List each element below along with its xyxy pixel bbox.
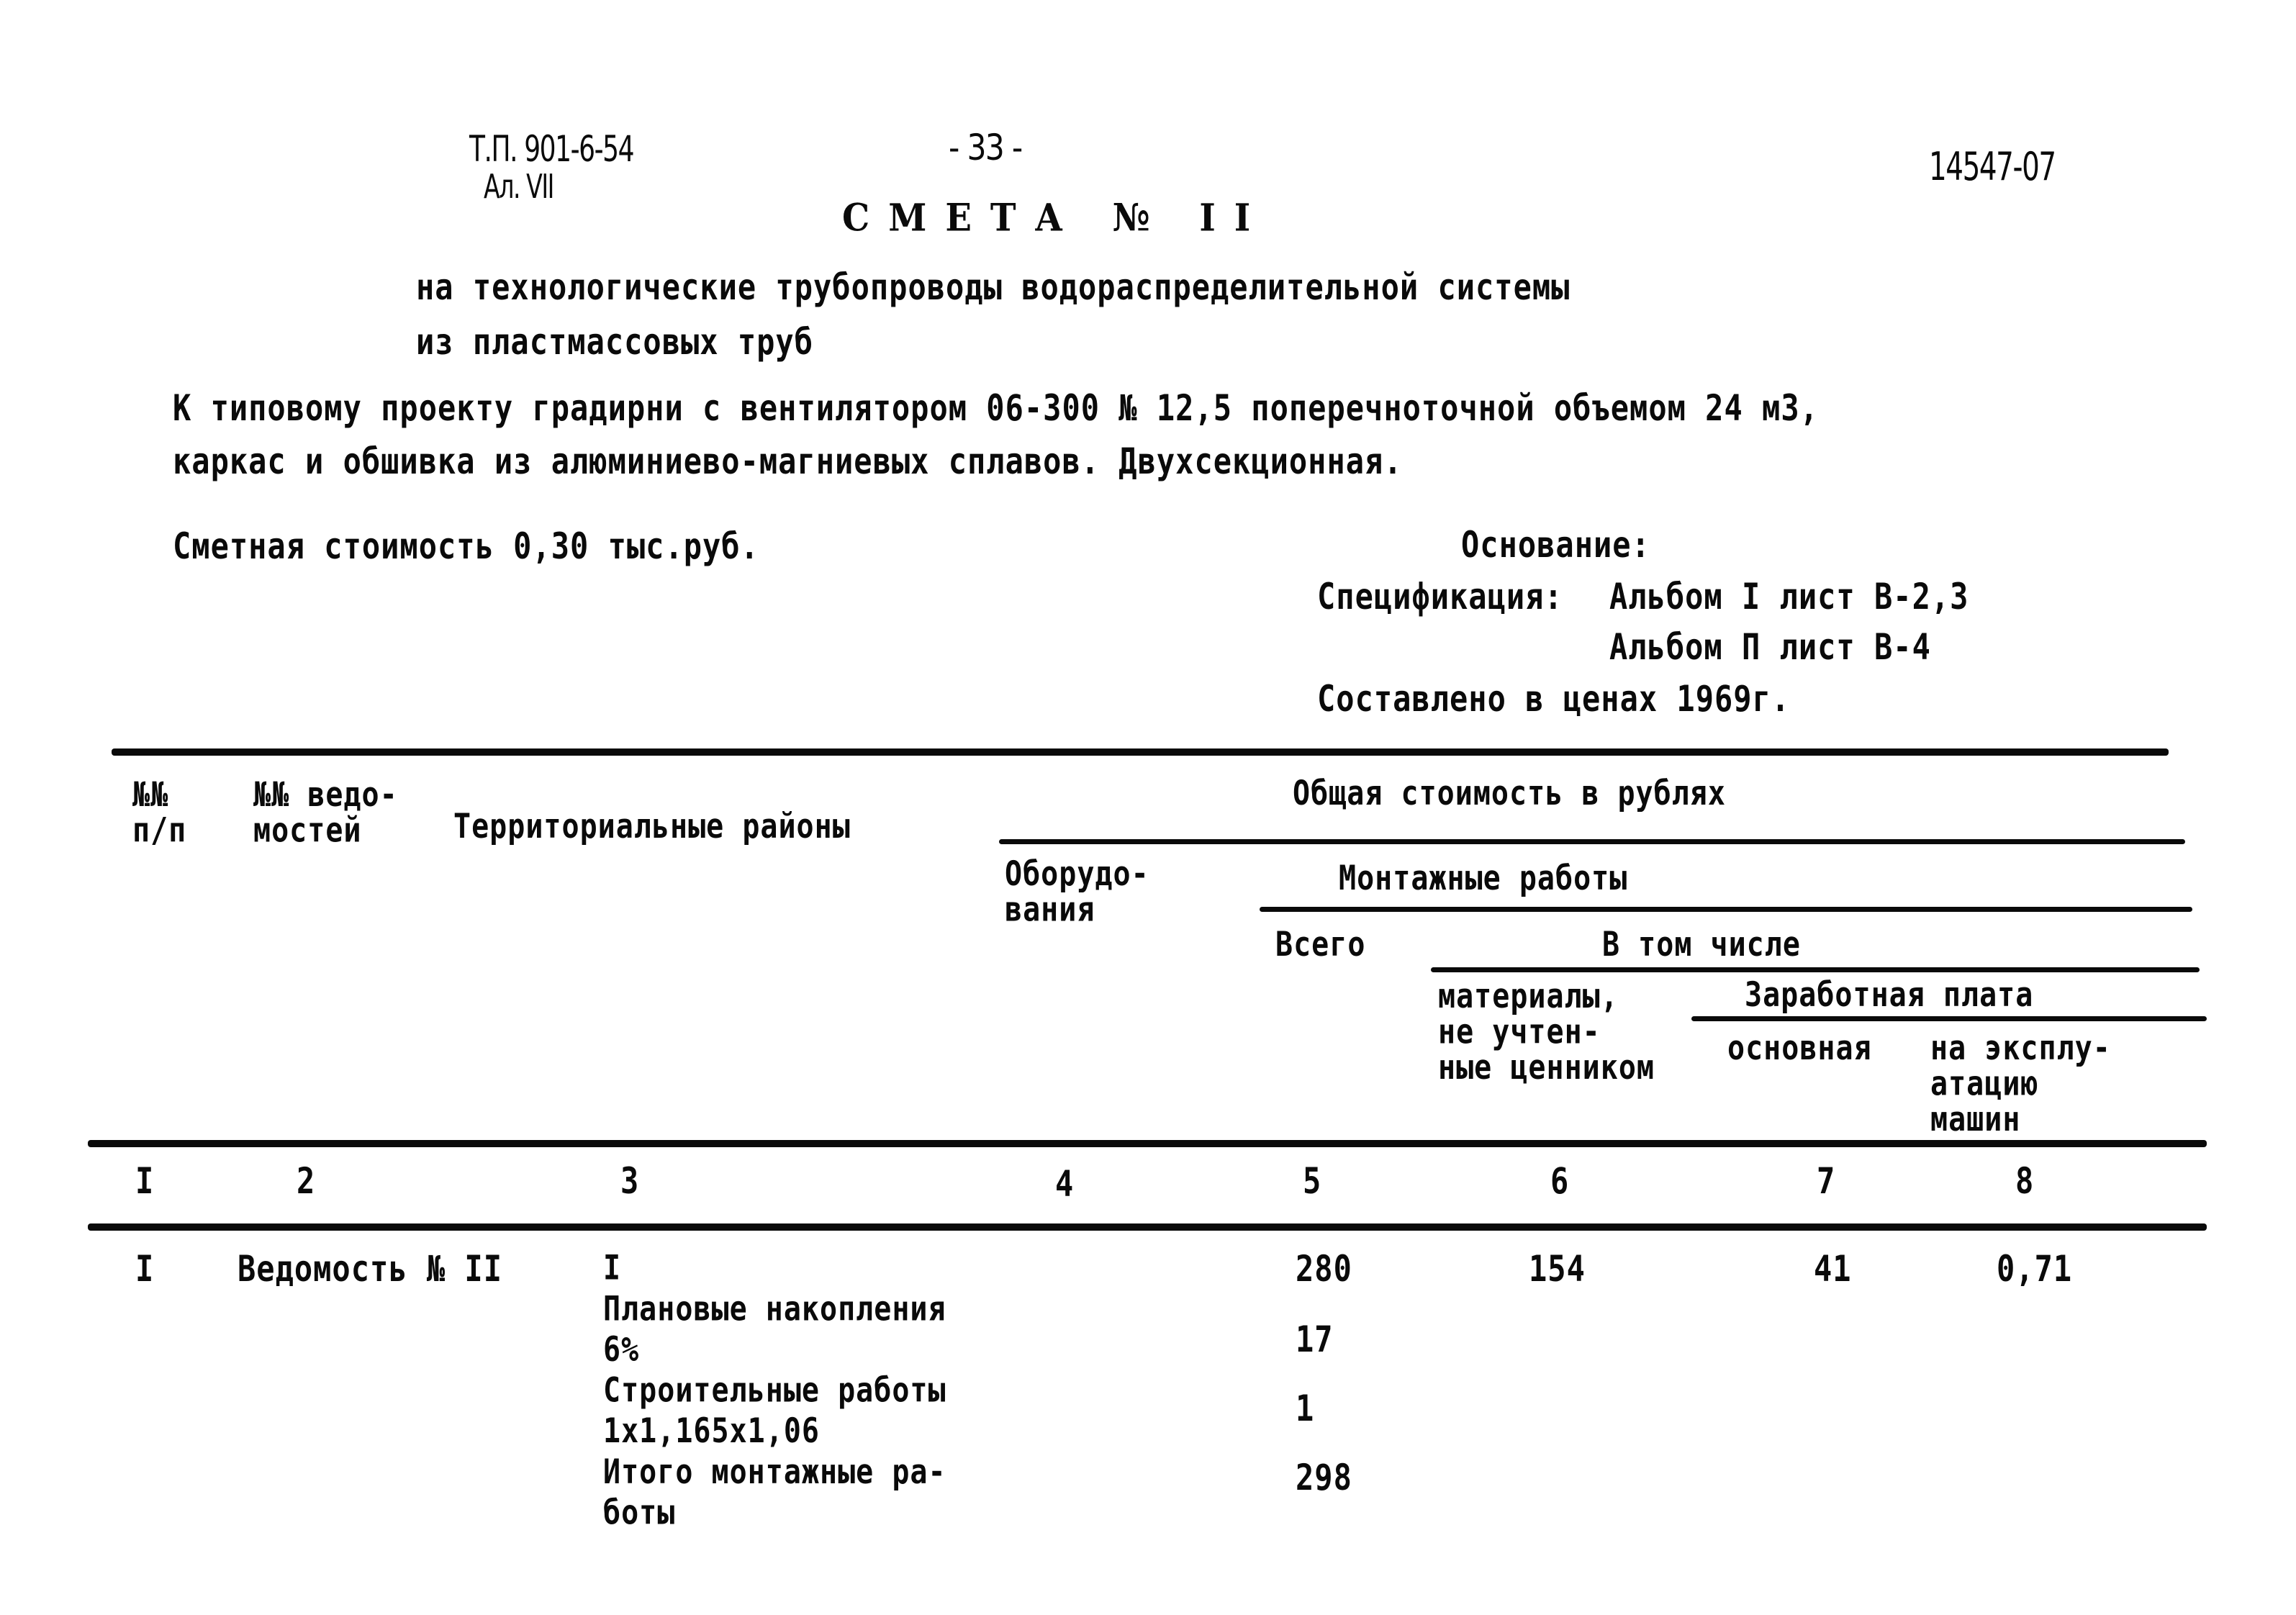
header-total: Всего — [1275, 925, 1366, 964]
description-line-2: каркас и обшивка из алюминиево-магниевых сплавов. Двухсекционная. — [173, 440, 1403, 482]
column-number-8: 8 — [2015, 1160, 2035, 1202]
row-region-lines — [603, 1248, 946, 1533]
header-row-number-line-2: п/п — [132, 811, 187, 851]
header-row-number — [132, 777, 186, 849]
region-line: 1x1,165x1,06 — [603, 1411, 820, 1452]
table-top-rule — [112, 748, 2169, 756]
header-equipment — [1005, 856, 1149, 928]
region-line: I — [603, 1249, 622, 1288]
total-value-base: 280 — [1296, 1248, 1352, 1290]
wages-machines-value: 0,71 — [1997, 1248, 2073, 1290]
region-line: боты — [603, 1493, 676, 1533]
region-line: Итого монтажные ра- — [603, 1452, 946, 1492]
header-wages-group: Заработная плата — [1745, 975, 2034, 1015]
header-installation-group: Монтажные работы — [1339, 859, 1628, 898]
page-number: - 33 - — [949, 127, 1022, 168]
header-equipment-line-1: Оборудо- — [1005, 854, 1149, 894]
installation-group-rule — [1260, 907, 2192, 912]
wages-group-rule — [1691, 1016, 2207, 1021]
column-number-5: 5 — [1303, 1160, 1322, 1202]
header-materials-line-3: ные ценником — [1438, 1048, 1655, 1088]
column-number-7: 7 — [1817, 1160, 1836, 1202]
header-statement-number-line-2: мостей — [253, 811, 362, 851]
header-wages-machines — [1930, 1028, 2111, 1140]
header-wages-machines-line-3: машин — [1930, 1100, 2021, 1140]
total-value-installation-sum: 298 — [1296, 1457, 1352, 1498]
header-materials-line-2: не учтен- — [1438, 1013, 1601, 1052]
header-statement-number — [253, 777, 398, 849]
header-row-number-line-1: №№ — [132, 775, 169, 815]
region-line: Плановые накопления — [603, 1289, 946, 1329]
subtitle-line-1: на технологические трубопроводы водораспределительной системы — [416, 266, 1570, 308]
wages-basic-value: 41 — [1814, 1248, 1852, 1290]
document-title: СМЕТА № II — [842, 196, 1270, 240]
total-value-planned-savings: 17 — [1296, 1318, 1334, 1360]
header-including-group: В том числе — [1602, 925, 1801, 964]
row-statement: Ведомость № II — [238, 1248, 503, 1290]
header-materials — [1438, 979, 1655, 1086]
specification-album-2: Альбом П лист В-4 — [1609, 626, 1931, 668]
including-group-rule — [1431, 967, 2200, 972]
header-materials-line-1: материалы, — [1438, 977, 1619, 1016]
header-wages-machines-line-1: на эксплу- — [1930, 1028, 2111, 1068]
column-number-4: 4 — [1055, 1163, 1075, 1205]
estimated-cost: Сметная стоимость 0,30 тыс.руб. — [173, 525, 759, 567]
subtitle-line-2: из пластмассовых труб — [416, 321, 814, 363]
row-number: I — [135, 1248, 155, 1290]
header-equipment-line-2: вания — [1005, 890, 1095, 930]
header-statement-number-line-1: №№ ведо- — [253, 775, 398, 815]
album-number: Ал. VII — [484, 167, 553, 206]
specification-album-1: Альбом I лист В-2,3 — [1609, 576, 1969, 618]
total-value-construction: 1 — [1296, 1388, 1315, 1429]
column-numbers-bottom-rule — [88, 1223, 2207, 1231]
materials-value: 154 — [1529, 1248, 1586, 1290]
column-number-3: 3 — [620, 1160, 640, 1202]
header-bottom-rule — [88, 1140, 2207, 1147]
region-line: Строительные работы — [603, 1371, 946, 1411]
specification-label: Спецификация: — [1317, 576, 1563, 618]
price-basis: Составлено в ценах 1969г. — [1317, 678, 1791, 720]
inventory-number: 14547-07 — [1929, 144, 2056, 189]
header-wages-machines-line-2: атацию — [1930, 1064, 2039, 1104]
column-number-1: I — [135, 1160, 155, 1202]
total-cost-group-rule — [999, 839, 2185, 844]
header-wages-basic: основная — [1727, 1028, 1872, 1068]
column-number-2: 2 — [297, 1160, 316, 1202]
project-code: Т.П. 901-6-54 — [469, 128, 634, 170]
description-line-1: К типовому проекту градирни с вентилятором 06-300 № 12,5 поперечноточной объемом 24 м3, — [173, 387, 1819, 429]
header-territorial-regions: Территориальные районы — [453, 807, 851, 846]
column-number-6: 6 — [1550, 1160, 1570, 1202]
header-total-cost-group: Общая стоимость в рублях — [1293, 774, 1726, 813]
region-line: 6% — [603, 1330, 640, 1370]
basis-heading: Основание: — [1461, 524, 1650, 566]
